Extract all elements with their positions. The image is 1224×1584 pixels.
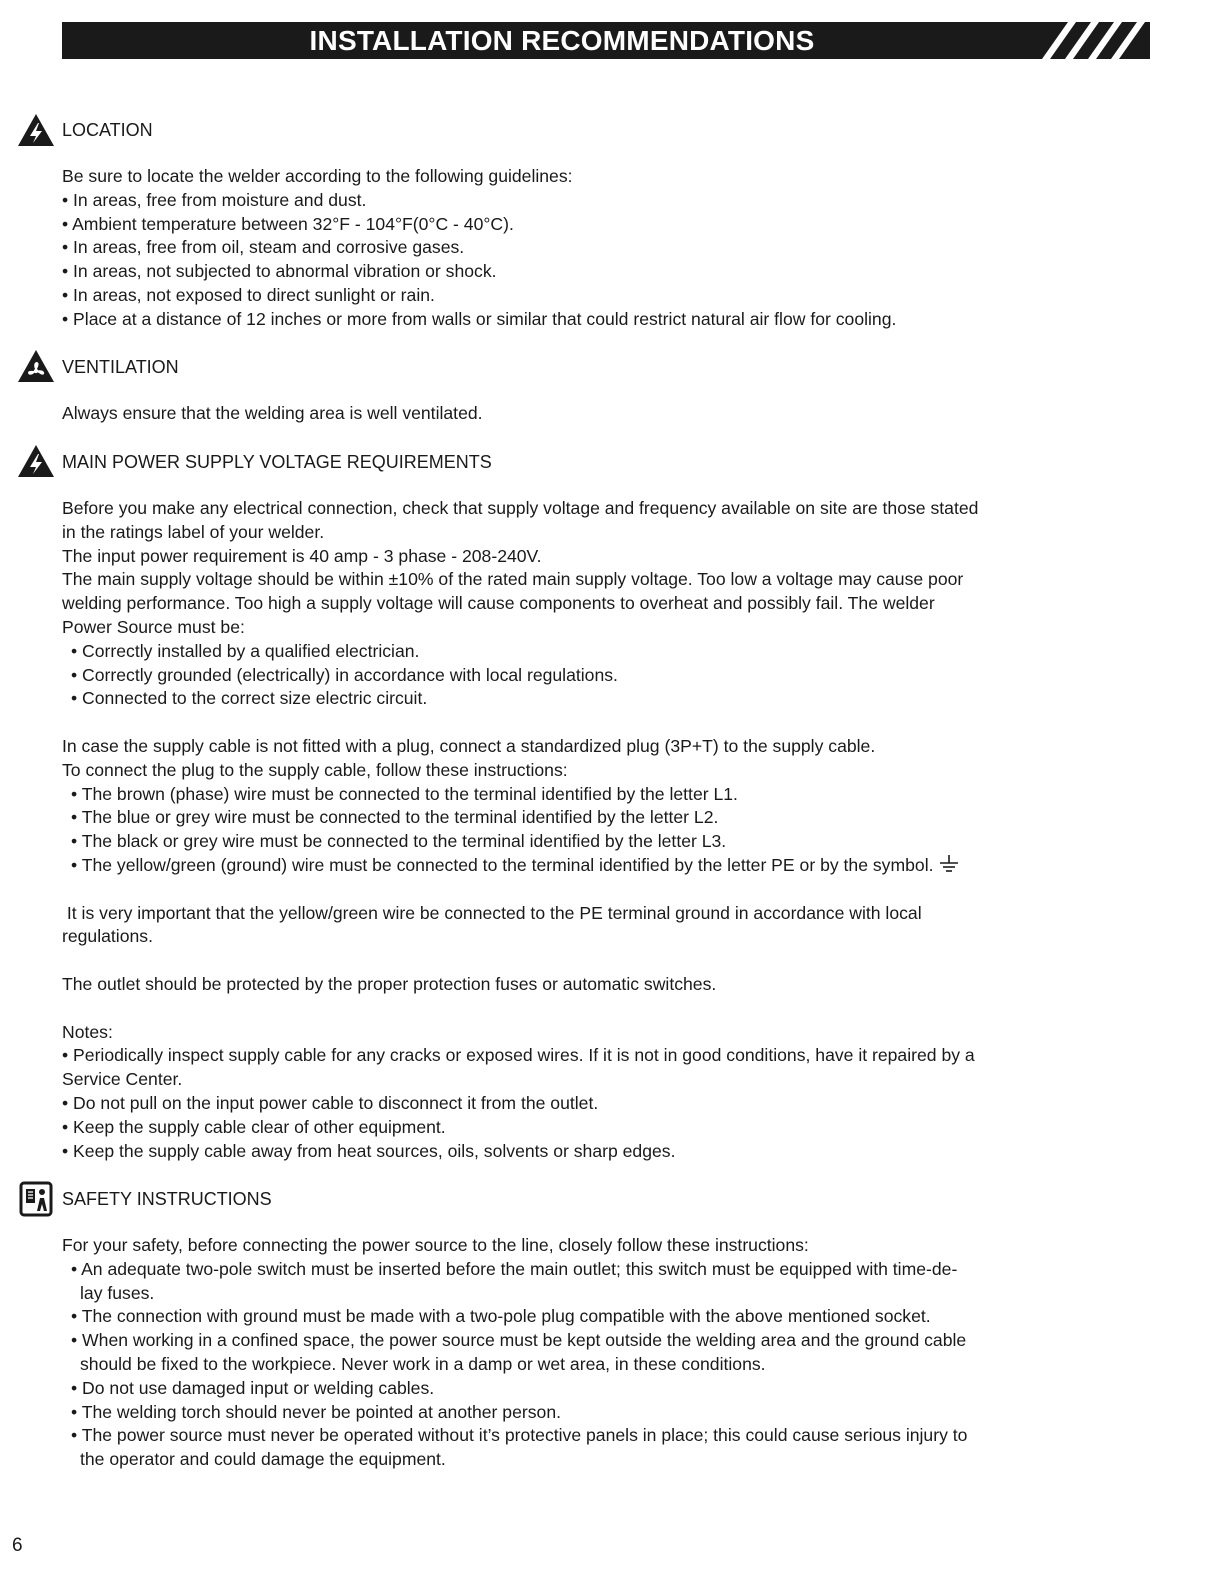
location-line: Be sure to locate the welder according to the following guidelines: [62, 166, 573, 186]
power-requirement-item: • Correctly grounded (electrically) in accordance with local regulations. [71, 664, 618, 685]
electric-hazard-icon [16, 443, 56, 479]
location-line: • Ambient temperature between 32°F - 104°F(0°C - 40°C). [62, 213, 514, 234]
location-line: • In areas, free from oil, steam and corrosive gases. [62, 237, 465, 258]
header-stripes-decoration [1038, 22, 1150, 59]
wire-item: • The black or grey wire must be connected to the terminal identified by the letter L3. [71, 831, 727, 852]
outlet-protection-line: The outlet should be protected by the proper protection fuses or automatic switches. [62, 973, 717, 994]
safety-item: • An adequate two-pole switch must be inserted before the main outlet; this switch must be equipped with time-de- [71, 1258, 958, 1279]
location-line: • In areas, not exposed to direct sunlight or rain. [62, 284, 435, 305]
power-requirement-item: • Correctly installed by a qualified electrician. [71, 640, 420, 661]
power-body [62, 497, 1042, 1163]
safety-item: • The power source must never be operated without it’s protective panels in place; this could cause serious injury to [71, 1425, 968, 1446]
location-line: • In areas, not subjected to abnormal vibration or shock. [62, 261, 497, 282]
safety-item: • When working in a confined space, the power source must be kept outside the welding area and the ground cable [71, 1330, 967, 1351]
safety-intro-line: For your safety, before connecting the power source to the line, closely follow these instructions: [62, 1235, 809, 1255]
ventilation-heading: VENTILATION [62, 357, 179, 377]
note-item: • Keep the supply cable clear of other equipment. [62, 1116, 446, 1137]
read-manual-icon [16, 1181, 56, 1217]
wire-item-ground-text: • The yellow/green (ground) wire must be connected to the terminal identified by the letter PE or by the symbol. [71, 854, 934, 875]
page-header [62, 22, 1150, 59]
safety-heading: SAFETY INSTRUCTIONS [62, 1189, 272, 1209]
ventilation-line: Always ensure that the welding area is well ventilated. [62, 403, 483, 423]
safety-item: • The welding torch should never be pointed at another person. [71, 1401, 561, 1422]
power-intro-line: Before you make any electrical connection, check that supply voltage and frequency available on site are those stated [62, 498, 979, 518]
page-title: INSTALLATION RECOMMENDATIONS [309, 25, 815, 56]
notes-label: Notes: [62, 1021, 113, 1042]
note-item: • Periodically inspect supply cable for any cracks or exposed wires. If it is not in good conditions, have it repaired by a [62, 1045, 975, 1066]
electric-hazard-icon [16, 112, 56, 148]
location-line: • In areas, free from moisture and dust. [62, 189, 367, 210]
power-intro-line: in the ratings label of your welder. [62, 521, 325, 542]
location-line: • Place at a distance of 12 inches or more from walls or similar that could restrict natural air flow for cooling. [62, 308, 897, 329]
power-intro-line: Power Source must be: [62, 616, 245, 637]
power-requirement-item: • Connected to the correct size electric circuit. [71, 688, 428, 709]
plug-intro-line: In case the supply cable is not fitted with a plug, connect a standardized plug (3P+T) to the supply cable. [62, 735, 876, 756]
plug-intro-line: To connect the plug to the supply cable, follow these instructions: [62, 759, 568, 780]
note-item: Service Center. [62, 1069, 183, 1090]
ground-important-line: regulations. [62, 926, 153, 947]
ground-symbol-icon [938, 854, 960, 876]
safety-item: lay fuses. [80, 1282, 155, 1303]
safety-item: • The connection with ground must be made with a two-pole plug compatible with the above mentioned socket. [71, 1306, 931, 1327]
ground-important-line: It is very important that the yellow/green wire be connected to the PE terminal ground in accordance with local [62, 902, 922, 923]
wire-item: • The brown (phase) wire must be connected to the terminal identified by the letter L1. [71, 783, 738, 804]
power-intro-line: The input power requirement is 40 amp - 3 phase - 208-240V. [62, 545, 542, 566]
location-heading: LOCATION [62, 120, 153, 140]
page-number: 6 [12, 1535, 23, 1556]
wire-item: • The blue or grey wire must be connected to the terminal identified by the letter L2. [71, 807, 719, 828]
wire-item-ground [62, 854, 1042, 878]
safety-item: should be fixed to the workpiece. Never work in a damp or wet area, in these conditions. [80, 1353, 766, 1374]
safety-item: • Do not use damaged input or welding cables. [71, 1377, 435, 1398]
note-item: • Keep the supply cable away from heat sources, oils, solvents or sharp edges. [62, 1140, 676, 1161]
note-item: • Do not pull on the input power cable to disconnect it from the outlet. [62, 1092, 599, 1113]
power-intro-line: The main supply voltage should be within ±10% of the rated main supply voltage. Too low a voltage may cause poor [62, 569, 964, 590]
location-body [62, 165, 1042, 332]
ventilation-body [62, 402, 1042, 426]
fan-warning-icon [16, 348, 56, 384]
power-intro-line: welding performance. Too high a supply voltage will cause components to overheat and possibly fail. The welder [62, 593, 935, 614]
safety-item: the operator and could damage the equipment. [80, 1449, 446, 1470]
safety-body [62, 1234, 1042, 1472]
power-heading: MAIN POWER SUPPLY VOLTAGE REQUIREMENTS [62, 452, 492, 472]
